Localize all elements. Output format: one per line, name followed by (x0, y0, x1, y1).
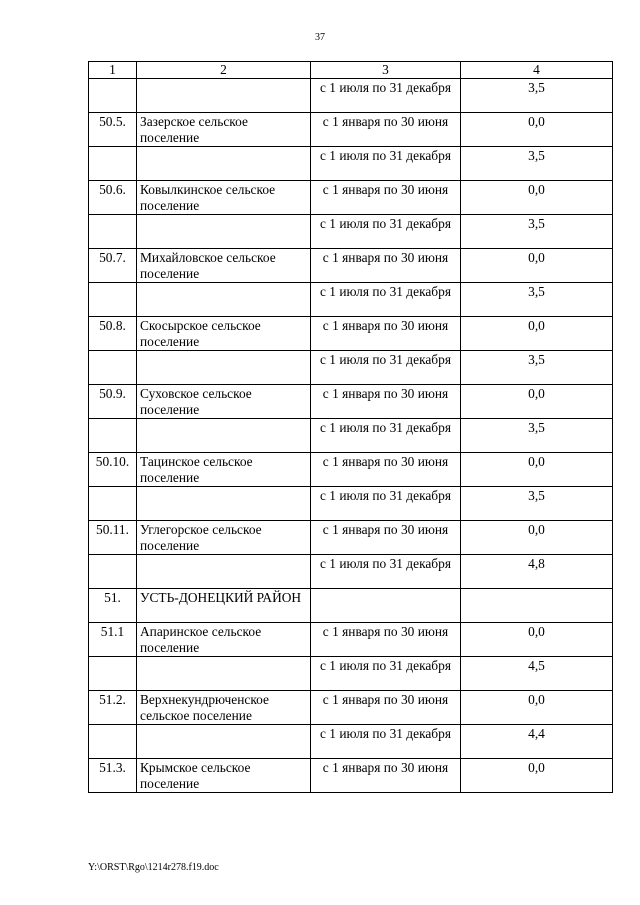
rate-value-cell: 0,0 (461, 521, 613, 555)
rate-value-cell: 4,8 (461, 555, 613, 589)
column-header-value: 4 (461, 62, 613, 79)
column-header-name: 2 (137, 62, 311, 79)
period-cell: с 1 июля по 31 декабря (311, 147, 461, 181)
document-file-path: Y:\ORST\Rgo\1214r278.f19.doc (88, 862, 219, 873)
table-body (89, 79, 613, 793)
settlement-name-cell: Тацинское сельское поселение (137, 453, 311, 487)
row-number-cell: 50.9. (89, 385, 137, 419)
period-cell: с 1 июля по 31 декабря (311, 725, 461, 759)
rate-value-cell: 0,0 (461, 385, 613, 419)
settlement-name-cell (137, 419, 311, 453)
period-cell: с 1 января по 30 июня (311, 181, 461, 215)
settlement-name-cell: Верхнекундрюченское сельское поселение (137, 691, 311, 725)
rate-value-cell: 3,5 (461, 487, 613, 521)
table-row (89, 249, 613, 283)
rate-value-cell: 3,5 (461, 147, 613, 181)
row-number-cell (89, 487, 137, 521)
table-row (89, 283, 613, 317)
page-number: 37 (315, 32, 325, 43)
settlement-name-cell (137, 147, 311, 181)
period-cell: с 1 января по 30 июня (311, 113, 461, 147)
table-row (89, 453, 613, 487)
rate-value-cell: 0,0 (461, 691, 613, 725)
table-row (89, 317, 613, 351)
row-number-cell: 50.6. (89, 181, 137, 215)
settlement-name-cell: Крымское сельское поселение (137, 759, 311, 793)
row-number-cell (89, 555, 137, 589)
column-header-number: 1 (89, 62, 137, 79)
row-number-cell (89, 147, 137, 181)
row-number-cell: 51.3. (89, 759, 137, 793)
table-row (89, 521, 613, 555)
settlement-name-cell: Углегорское сельское поселение (137, 521, 311, 555)
table-row (89, 385, 613, 419)
period-cell: с 1 июля по 31 декабря (311, 657, 461, 691)
rate-value-cell: 3,5 (461, 419, 613, 453)
rate-value-cell (461, 589, 613, 623)
row-number-cell: 50.7. (89, 249, 137, 283)
settlement-name-cell: Зазерское сельское поселение (137, 113, 311, 147)
period-cell: с 1 июля по 31 декабря (311, 79, 461, 113)
row-number-cell (89, 725, 137, 759)
table-row (89, 351, 613, 385)
table-row (89, 725, 613, 759)
table-row (89, 657, 613, 691)
rate-value-cell: 4,5 (461, 657, 613, 691)
rate-value-cell: 3,5 (461, 79, 613, 113)
settlement-name-cell (137, 351, 311, 385)
row-number-cell (89, 657, 137, 691)
table-row (89, 589, 613, 623)
rate-value-cell: 0,0 (461, 759, 613, 793)
table-row (89, 759, 613, 793)
table-row (89, 181, 613, 215)
table-row (89, 215, 613, 249)
settlement-name-cell (137, 487, 311, 521)
period-cell: с 1 июля по 31 декабря (311, 351, 461, 385)
period-cell: с 1 января по 30 июня (311, 317, 461, 351)
table-row (89, 623, 613, 657)
row-number-cell (89, 283, 137, 317)
period-cell: с 1 июля по 31 декабря (311, 555, 461, 589)
table-row (89, 487, 613, 521)
settlement-name-cell (137, 657, 311, 691)
period-cell: с 1 января по 30 июня (311, 759, 461, 793)
rate-value-cell: 0,0 (461, 181, 613, 215)
tax-rate-table (88, 61, 613, 793)
row-number-cell (89, 79, 137, 113)
period-cell: с 1 июля по 31 декабря (311, 487, 461, 521)
rate-value-cell: 0,0 (461, 317, 613, 351)
period-cell: с 1 июля по 31 декабря (311, 283, 461, 317)
period-cell: с 1 января по 30 июня (311, 691, 461, 725)
settlement-name-cell (137, 725, 311, 759)
rate-value-cell: 0,0 (461, 453, 613, 487)
period-cell: с 1 января по 30 июня (311, 453, 461, 487)
rate-value-cell: 0,0 (461, 623, 613, 657)
period-cell: с 1 января по 30 июня (311, 521, 461, 555)
period-cell: с 1 января по 30 июня (311, 385, 461, 419)
rate-value-cell: 4,4 (461, 725, 613, 759)
table-row (89, 113, 613, 147)
table-header-row (89, 62, 613, 79)
period-cell: с 1 июля по 31 декабря (311, 215, 461, 249)
period-cell: с 1 июля по 31 декабря (311, 419, 461, 453)
settlement-name-cell: Апаринское сельское поселение (137, 623, 311, 657)
table-row (89, 419, 613, 453)
rate-value-cell: 0,0 (461, 249, 613, 283)
settlement-name-cell (137, 215, 311, 249)
row-number-cell: 50.5. (89, 113, 137, 147)
rate-value-cell: 3,5 (461, 215, 613, 249)
table-row (89, 79, 613, 113)
settlement-name-cell: Ковылкинское сельское поселение (137, 181, 311, 215)
settlement-name-cell: УСТЬ-ДОНЕЦКИЙ РАЙОН (137, 589, 311, 623)
row-number-cell (89, 215, 137, 249)
rate-value-cell: 0,0 (461, 113, 613, 147)
row-number-cell: 50.8. (89, 317, 137, 351)
period-cell: с 1 января по 30 июня (311, 249, 461, 283)
row-number-cell (89, 419, 137, 453)
row-number-cell: 51. (89, 589, 137, 623)
settlement-name-cell: Суховское сельское поселение (137, 385, 311, 419)
table-row (89, 147, 613, 181)
settlement-name-cell (137, 283, 311, 317)
row-number-cell: 51.2. (89, 691, 137, 725)
row-number-cell: 50.11. (89, 521, 137, 555)
rate-value-cell: 3,5 (461, 283, 613, 317)
rate-value-cell: 3,5 (461, 351, 613, 385)
settlement-name-cell: Скосырское сельское поселение (137, 317, 311, 351)
settlement-name-cell (137, 79, 311, 113)
table-row (89, 691, 613, 725)
period-cell: с 1 января по 30 июня (311, 623, 461, 657)
column-header-period: 3 (311, 62, 461, 79)
row-number-cell: 50.10. (89, 453, 137, 487)
settlement-name-cell: Михайловское сельское поселение (137, 249, 311, 283)
row-number-cell: 51.1 (89, 623, 137, 657)
table-row (89, 555, 613, 589)
period-cell (311, 589, 461, 623)
settlement-name-cell (137, 555, 311, 589)
row-number-cell (89, 351, 137, 385)
